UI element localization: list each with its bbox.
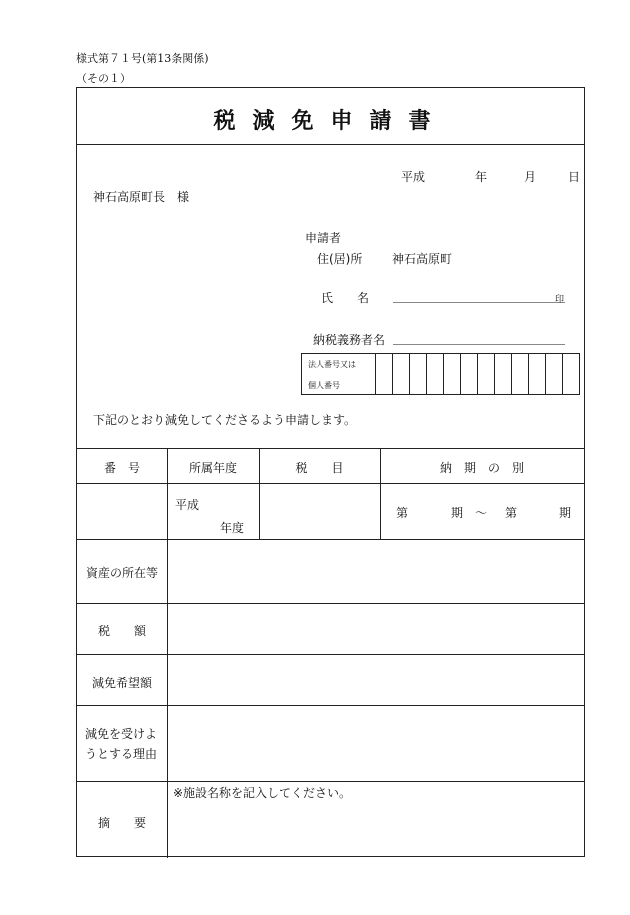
name-field[interactable] <box>393 302 565 303</box>
form-number: 様式第７１号(第13条関係) <box>76 52 209 65</box>
fiscal-year-suffix: 年度 <box>220 521 245 535</box>
period-suffix-2: 期 <box>559 506 572 520</box>
id-digit-box[interactable] <box>528 354 545 394</box>
id-label-1: 法人番号又は <box>308 360 356 369</box>
divider <box>77 539 584 540</box>
applicant-heading: 申請者 <box>305 231 342 245</box>
period-suffix-1: 期 <box>451 506 464 520</box>
id-digit-box[interactable] <box>494 354 511 394</box>
header-payment-period: 納 期 の 別 <box>439 461 524 475</box>
seal-mark: 印 <box>555 295 565 305</box>
fiscal-year-era: 平成 <box>175 498 200 512</box>
label-asset-location: 資産の所在等 <box>85 566 158 580</box>
label-desired-exemption: 減免希望額 <box>91 676 152 690</box>
taxpayer-label: 納税義務者名 <box>313 333 386 347</box>
id-digit-box[interactable] <box>477 354 494 394</box>
taxpayer-field[interactable] <box>393 344 565 345</box>
id-digit-box[interactable] <box>375 354 392 394</box>
period-prefix-1: 第 <box>396 506 409 520</box>
id-digit-box[interactable] <box>545 354 562 394</box>
date-year: 年 <box>475 170 488 184</box>
id-digit-box[interactable] <box>443 354 460 394</box>
divider <box>77 603 584 604</box>
divider <box>77 483 584 484</box>
divider <box>77 144 584 145</box>
address-label: 住(居)所 <box>317 252 363 266</box>
id-digit-box[interactable] <box>409 354 426 394</box>
divider <box>77 781 584 782</box>
divider <box>77 705 584 706</box>
period-tilde: ～ <box>475 506 488 520</box>
application-form <box>76 87 585 857</box>
id-number-box <box>301 353 580 395</box>
label-tax-amount: 税 額 <box>97 624 146 638</box>
period-prefix-2: 第 <box>505 506 518 520</box>
addressee: 神石高原町長 様 <box>93 190 190 204</box>
form-part: （その１） <box>76 72 131 85</box>
request-text: 下記のとおり減免してくださるよう申請します。 <box>93 413 357 427</box>
header-number: 番 号 <box>103 461 140 475</box>
header-tax-item: 税 目 <box>295 461 344 475</box>
label-col-divider <box>167 539 168 858</box>
id-label-2: 個人番号 <box>308 381 340 390</box>
label-reason-line2: うとする理由 <box>85 747 158 761</box>
form-title: 税減免申請書 <box>213 109 448 134</box>
divider <box>77 448 584 449</box>
id-digit-box[interactable] <box>426 354 443 394</box>
address-value: 神石高原町 <box>392 252 453 266</box>
date-day: 日 <box>568 170 581 184</box>
header-fiscal-year: 所属年度 <box>188 461 237 475</box>
date-era: 平成 <box>401 170 426 184</box>
name-label: 氏 名 <box>321 291 370 305</box>
id-digit-box[interactable] <box>392 354 409 394</box>
label-summary: 摘 要 <box>97 816 146 830</box>
label-reason-line1: 減免を受けよ <box>85 727 158 741</box>
id-digit-box[interactable] <box>460 354 477 394</box>
summary-note: ※施設名称を記入してください。 <box>173 786 352 800</box>
divider <box>77 654 584 655</box>
date-month: 月 <box>524 170 537 184</box>
id-digit-box[interactable] <box>511 354 528 394</box>
id-digit-box[interactable] <box>562 354 579 394</box>
